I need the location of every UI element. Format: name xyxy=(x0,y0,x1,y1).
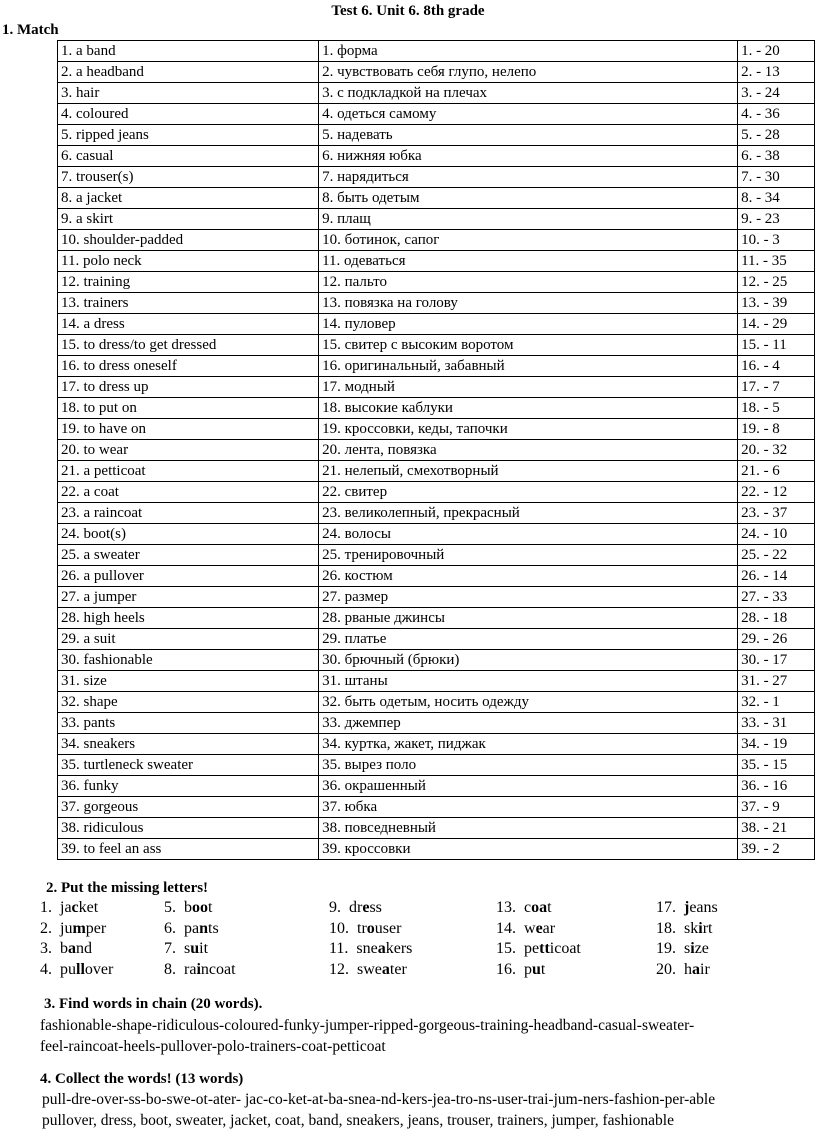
english-term-cell: 19. to have on xyxy=(58,419,319,440)
word-column xyxy=(329,898,412,980)
russian-translation-cell: 11. одеваться xyxy=(319,251,738,272)
word-fragment: per xyxy=(85,919,107,937)
answer-key-cell: 26. - 14 xyxy=(738,566,815,587)
word-number: 10. xyxy=(329,919,349,937)
english-term-cell: 4. coloured xyxy=(58,104,319,125)
answer-key-cell: 12. - 25 xyxy=(738,272,815,293)
english-term-cell: 17. to dress up xyxy=(58,377,319,398)
russian-translation-cell: 15. свитер с высоким воротом xyxy=(319,335,738,356)
section-3-title: 3. Find words in chain (20 words). xyxy=(44,996,263,1012)
english-term-cell: 23. a raincoat xyxy=(58,503,319,524)
russian-translation-cell: 7. нарядиться xyxy=(319,167,738,188)
answer-key-cell: 32. - 1 xyxy=(738,692,815,713)
missing-letters: o xyxy=(366,919,375,937)
table-row xyxy=(58,440,815,461)
table-row xyxy=(58,167,815,188)
english-term-cell: 36. funky xyxy=(58,776,319,797)
word-fragment: w xyxy=(524,919,536,937)
english-term-cell: 29. a suit xyxy=(58,629,319,650)
answer-key-cell: 6. - 38 xyxy=(738,146,815,167)
word-fragment: s xyxy=(184,940,191,957)
word-fragment: icoat xyxy=(549,940,581,957)
word-fragment: sk xyxy=(684,919,699,937)
answer-key-cell: 3. - 24 xyxy=(738,83,815,104)
english-term-cell: 16. to dress oneself xyxy=(58,356,319,377)
answer-key-cell: 35. - 15 xyxy=(738,755,815,776)
russian-translation-cell: 30. брючный (брюки) xyxy=(319,650,738,671)
russian-translation-cell: 4. одеться самому xyxy=(319,104,738,125)
word-fragment: ja xyxy=(60,899,72,916)
missing-letters: c xyxy=(71,899,79,916)
english-term-cell: 10. shoulder-padded xyxy=(58,230,319,251)
table-row xyxy=(58,125,815,146)
russian-translation-cell: 35. вырез поло xyxy=(319,755,738,776)
english-term-cell: 18. to put on xyxy=(58,398,319,419)
answer-key-cell: 13. - 39 xyxy=(738,293,815,314)
answer-key-cell: 34. - 19 xyxy=(738,734,815,755)
russian-translation-cell: 33. джемпер xyxy=(319,713,738,734)
russian-translation-cell: 26. костюм xyxy=(319,566,738,587)
word-number: 14. xyxy=(496,919,516,937)
russian-translation-cell: 23. великолепный, прекрасный xyxy=(319,503,738,524)
table-row xyxy=(58,671,815,692)
table-row xyxy=(58,629,815,650)
word-fragment: over xyxy=(84,960,114,978)
word-item xyxy=(496,939,581,960)
word-fragment: ra xyxy=(184,960,197,978)
table-row xyxy=(58,293,815,314)
answer-key-cell: 20. - 32 xyxy=(738,440,815,461)
collect-words xyxy=(42,1089,715,1131)
answer-key-cell: 15. - 11 xyxy=(738,335,815,356)
russian-translation-cell: 32. быть одетым, носить одежду xyxy=(319,692,738,713)
russian-translation-cell: 25. тренировочный xyxy=(319,545,738,566)
table-row xyxy=(58,419,815,440)
table-row xyxy=(58,839,815,860)
russian-translation-cell: 31. штаны xyxy=(319,671,738,692)
word-number: 12. xyxy=(329,960,349,978)
russian-translation-cell: 39. кроссовки xyxy=(319,839,738,860)
word-fragment: ir xyxy=(700,960,710,978)
word-item xyxy=(329,939,412,960)
english-term-cell: 38. ridiculous xyxy=(58,818,319,839)
word-item xyxy=(496,960,581,981)
word-chain-line: fashionable-shape-ridiculous-coloured-funky-jumper-ripped-gorgeous-training-headband-casual-sweater- xyxy=(40,1017,695,1034)
table-row xyxy=(58,209,815,230)
english-term-cell: 28. high heels xyxy=(58,608,319,629)
table-row xyxy=(58,398,815,419)
english-term-cell: 21. a petticoat xyxy=(58,461,319,482)
answer-key-cell: 25. - 22 xyxy=(738,545,815,566)
word-fragment: eans xyxy=(689,899,718,916)
word-fragment: pe xyxy=(524,940,540,957)
english-term-cell: 37. gorgeous xyxy=(58,797,319,818)
russian-translation-cell: 10. ботинок, сапог xyxy=(319,230,738,251)
table-row xyxy=(58,818,815,839)
english-term-cell: 11. polo neck xyxy=(58,251,319,272)
russian-translation-cell: 20. лента, повязка xyxy=(319,440,738,461)
english-term-cell: 5. ripped jeans xyxy=(58,125,319,146)
table-row xyxy=(58,587,815,608)
english-term-cell: 33. pants xyxy=(58,713,319,734)
section-2-title: 2. Put the missing letters! xyxy=(46,880,209,896)
answer-key-cell: 8. - 34 xyxy=(738,188,815,209)
answer-key-cell: 17. - 7 xyxy=(738,377,815,398)
table-row xyxy=(58,608,815,629)
english-term-cell: 32. shape xyxy=(58,692,319,713)
word-fragment: tr xyxy=(357,919,367,937)
table-row xyxy=(58,461,815,482)
answer-key-cell: 18. - 5 xyxy=(738,398,815,419)
english-term-cell: 27. a jumper xyxy=(58,587,319,608)
collect-words-answers: pullover, dress, boot, sweater, jacket, coat, band, sneakers, jeans, trouser, trainers, jumper, fashionable xyxy=(42,1112,674,1129)
russian-translation-cell: 16. оригинальный, забавный xyxy=(319,356,738,377)
word-fragment: ts xyxy=(208,919,219,937)
word-fragment: t xyxy=(208,899,213,916)
word-item xyxy=(329,898,412,919)
answer-key-cell: 37. - 9 xyxy=(738,797,815,818)
missing-letters: tt xyxy=(539,940,550,957)
table-row xyxy=(58,566,815,587)
word-item xyxy=(40,960,113,981)
english-term-cell: 24. boot(s) xyxy=(58,524,319,545)
word-number: 18. xyxy=(656,919,676,937)
missing-letters: i xyxy=(196,960,201,978)
word-item xyxy=(496,898,581,919)
word-item xyxy=(164,898,236,919)
missing-letters: a xyxy=(381,960,390,978)
russian-translation-cell: 13. повязка на голову xyxy=(319,293,738,314)
word-fragment: b xyxy=(60,940,68,957)
table-row xyxy=(58,482,815,503)
english-term-cell: 39. to feel an ass xyxy=(58,839,319,860)
russian-translation-cell: 34. куртка, жакет, пиджак xyxy=(319,734,738,755)
answer-key-cell: 19. - 8 xyxy=(738,419,815,440)
missing-letters: n xyxy=(199,919,209,937)
word-fragment: ket xyxy=(78,899,99,916)
table-row xyxy=(58,776,815,797)
word-fragment: it xyxy=(199,940,209,957)
english-term-cell: 26. a pullover xyxy=(58,566,319,587)
word-fragment: sne xyxy=(356,940,378,957)
page-title: Test 6. Unit 6. 8th grade xyxy=(331,3,485,19)
russian-translation-cell: 3. с подкладкой на плечах xyxy=(319,83,738,104)
english-term-cell: 35. turtleneck sweater xyxy=(58,755,319,776)
missing-letters: a xyxy=(68,940,76,957)
word-fragment: dr xyxy=(349,899,363,916)
word-item xyxy=(40,898,113,919)
table-row xyxy=(58,377,815,398)
russian-translation-cell: 12. пальто xyxy=(319,272,738,293)
table-row xyxy=(58,272,815,293)
english-term-cell: 6. casual xyxy=(58,146,319,167)
english-term-cell: 8. a jacket xyxy=(58,188,319,209)
answer-key-cell: 27. - 33 xyxy=(738,587,815,608)
word-fragment: c xyxy=(524,899,532,916)
word-number: 13. xyxy=(496,899,516,916)
table-row xyxy=(58,41,815,62)
word-column xyxy=(496,898,581,980)
english-term-cell: 3. hair xyxy=(58,83,319,104)
russian-translation-cell: 1. форма xyxy=(319,41,738,62)
word-number: 4. xyxy=(40,960,52,978)
word-fragment: t xyxy=(547,899,552,916)
answer-key-cell: 31. - 27 xyxy=(738,671,815,692)
word-fragment: t xyxy=(540,960,546,978)
russian-translation-cell: 5. надевать xyxy=(319,125,738,146)
missing-letters: ll xyxy=(76,960,85,978)
english-term-cell: 20. to wear xyxy=(58,440,319,461)
missing-letters: u xyxy=(532,960,541,978)
table-row xyxy=(58,692,815,713)
word-item xyxy=(164,960,236,981)
russian-translation-cell: 18. высокие каблуки xyxy=(319,398,738,419)
word-number: 15. xyxy=(496,940,516,957)
word-item xyxy=(329,960,412,981)
answer-key-cell: 22. - 12 xyxy=(738,482,815,503)
answer-key-cell: 2. - 13 xyxy=(738,62,815,83)
table-row xyxy=(58,62,815,83)
word-number: 6. xyxy=(164,919,176,937)
missing-letters: oo xyxy=(192,899,208,916)
missing-letters: e xyxy=(535,919,543,937)
match-table xyxy=(57,40,815,860)
answer-key-cell: 36. - 16 xyxy=(738,776,815,797)
answer-key-cell: 5. - 28 xyxy=(738,125,815,146)
word-fragment: ju xyxy=(60,919,73,937)
word-chain xyxy=(40,1015,694,1057)
russian-translation-cell: 37. юбка xyxy=(319,797,738,818)
word-fragment: ss xyxy=(369,899,382,916)
english-term-cell: 15. to dress/to get dressed xyxy=(58,335,319,356)
answer-key-cell: 7. - 30 xyxy=(738,167,815,188)
word-item xyxy=(656,898,718,919)
table-row xyxy=(58,335,815,356)
word-fragment: ze xyxy=(694,940,709,957)
word-fragment: rt xyxy=(702,919,713,937)
english-term-cell: 31. size xyxy=(58,671,319,692)
word-fragment: nd xyxy=(76,940,92,957)
answer-key-cell: 21. - 6 xyxy=(738,461,815,482)
answer-key-cell: 4. - 36 xyxy=(738,104,815,125)
russian-translation-cell: 17. модный xyxy=(319,377,738,398)
answer-key-cell: 39. - 2 xyxy=(738,839,815,860)
english-term-cell: 1. a band xyxy=(58,41,319,62)
answer-key-cell: 38. - 21 xyxy=(738,818,815,839)
table-row xyxy=(58,188,815,209)
word-fragment: ncoat xyxy=(200,960,236,978)
word-fragment: s xyxy=(684,940,691,957)
russian-translation-cell: 9. плащ xyxy=(319,209,738,230)
word-fragment: user xyxy=(374,919,402,937)
table-row xyxy=(58,356,815,377)
word-item xyxy=(164,919,236,940)
english-term-cell: 22. a coat xyxy=(58,482,319,503)
english-term-cell: 14. a dress xyxy=(58,314,319,335)
word-number: 1. xyxy=(40,899,52,916)
word-number: 3. xyxy=(40,940,52,957)
word-number: 19. xyxy=(656,940,676,957)
word-fragment: p xyxy=(524,960,532,978)
word-fragment: h xyxy=(684,960,692,978)
missing-letters: a xyxy=(377,940,386,957)
english-term-cell: 30. fashionable xyxy=(58,650,319,671)
missing-letters: i xyxy=(690,940,695,957)
english-term-cell: 7. trouser(s) xyxy=(58,167,319,188)
word-number: 2. xyxy=(40,919,52,937)
answer-key-cell: 24. - 10 xyxy=(738,524,815,545)
word-number: 17. xyxy=(656,899,676,916)
table-row xyxy=(58,650,815,671)
table-row xyxy=(58,713,815,734)
word-column xyxy=(656,898,718,980)
word-fragment: b xyxy=(184,899,192,916)
russian-translation-cell: 8. быть одетым xyxy=(319,188,738,209)
missing-letters: e xyxy=(362,899,370,916)
section-4-title: 4. Collect the words! (13 words) xyxy=(40,1071,244,1087)
english-term-cell: 9. a skirt xyxy=(58,209,319,230)
missing-letters: j xyxy=(684,899,690,916)
answer-key-cell: 23. - 37 xyxy=(738,503,815,524)
word-fragment: kers xyxy=(385,940,413,957)
table-row xyxy=(58,797,815,818)
word-column xyxy=(40,898,113,980)
english-term-cell: 34. sneakers xyxy=(58,734,319,755)
section-1-title: 1. Match xyxy=(2,22,59,38)
english-term-cell: 25. a sweater xyxy=(58,545,319,566)
missing-letters: u xyxy=(190,940,200,957)
word-fragment: pu xyxy=(60,960,76,978)
word-chain-line: feel-raincoat-heels-pullover-polo-trainers-coat-petticoat xyxy=(40,1038,386,1055)
word-column xyxy=(164,898,236,980)
word-number: 20. xyxy=(656,960,676,978)
word-item xyxy=(656,919,718,940)
russian-translation-cell: 21. нелепый, смехотворный xyxy=(319,461,738,482)
word-fragment: pa xyxy=(184,919,200,937)
word-fragment: swe xyxy=(357,960,382,978)
missing-letters: i xyxy=(698,919,703,937)
match-table-body xyxy=(58,41,815,860)
word-item xyxy=(656,939,718,960)
word-item xyxy=(40,919,113,940)
word-number: 11. xyxy=(329,940,349,957)
table-row xyxy=(58,146,815,167)
missing-letters: oa xyxy=(531,899,548,916)
word-item xyxy=(329,919,412,940)
table-row xyxy=(58,251,815,272)
english-term-cell: 13. trainers xyxy=(58,293,319,314)
word-item xyxy=(164,939,236,960)
answer-key-cell: 11. - 35 xyxy=(738,251,815,272)
word-fragment: ter xyxy=(389,960,407,978)
word-number: 7. xyxy=(164,940,176,957)
russian-translation-cell: 14. пуловер xyxy=(319,314,738,335)
russian-translation-cell: 36. окрашенный xyxy=(319,776,738,797)
table-row xyxy=(58,83,815,104)
russian-translation-cell: 29. платье xyxy=(319,629,738,650)
english-term-cell: 12. training xyxy=(58,272,319,293)
answer-key-cell: 29. - 26 xyxy=(738,629,815,650)
word-number: 8. xyxy=(164,960,176,978)
answer-key-cell: 9. - 23 xyxy=(738,209,815,230)
answer-key-cell: 33. - 31 xyxy=(738,713,815,734)
collect-words-syllables: pull-dre-over-ss-bo-swe-ot-ater- jac-co-ket-at-ba-snea-nd-kers-jea-tro-ns-user-trai-jum-ners-fashion-per-able xyxy=(42,1091,716,1108)
answer-key-cell: 1. - 20 xyxy=(738,41,815,62)
word-fragment: ar xyxy=(542,919,556,937)
table-row xyxy=(58,230,815,251)
russian-translation-cell: 2. чувствовать себя глупо, нелепо xyxy=(319,62,738,83)
word-item xyxy=(496,919,581,940)
russian-translation-cell: 38. повседневный xyxy=(319,818,738,839)
answer-key-cell: 14. - 29 xyxy=(738,314,815,335)
answer-key-cell: 30. - 17 xyxy=(738,650,815,671)
word-item xyxy=(40,939,113,960)
table-row xyxy=(58,755,815,776)
table-row xyxy=(58,104,815,125)
russian-translation-cell: 19. кроссовки, кеды, тапочки xyxy=(319,419,738,440)
table-row xyxy=(58,503,815,524)
table-row xyxy=(58,524,815,545)
russian-translation-cell: 28. рваные джинсы xyxy=(319,608,738,629)
word-item xyxy=(656,960,718,981)
russian-translation-cell: 22. свитер xyxy=(319,482,738,503)
word-number: 5. xyxy=(164,899,176,916)
russian-translation-cell: 24. волосы xyxy=(319,524,738,545)
word-number: 16. xyxy=(496,960,516,978)
answer-key-cell: 10. - 3 xyxy=(738,230,815,251)
table-row xyxy=(58,734,815,755)
table-row xyxy=(58,314,815,335)
english-term-cell: 2. a headband xyxy=(58,62,319,83)
answer-key-cell: 16. - 4 xyxy=(738,356,815,377)
answer-key-cell: 28. - 18 xyxy=(738,608,815,629)
russian-translation-cell: 6. нижняя юбка xyxy=(319,146,738,167)
missing-letters: a xyxy=(692,960,700,978)
table-row xyxy=(58,545,815,566)
missing-letters: m xyxy=(72,919,86,937)
word-number: 9. xyxy=(329,899,341,916)
russian-translation-cell: 27. размер xyxy=(319,587,738,608)
